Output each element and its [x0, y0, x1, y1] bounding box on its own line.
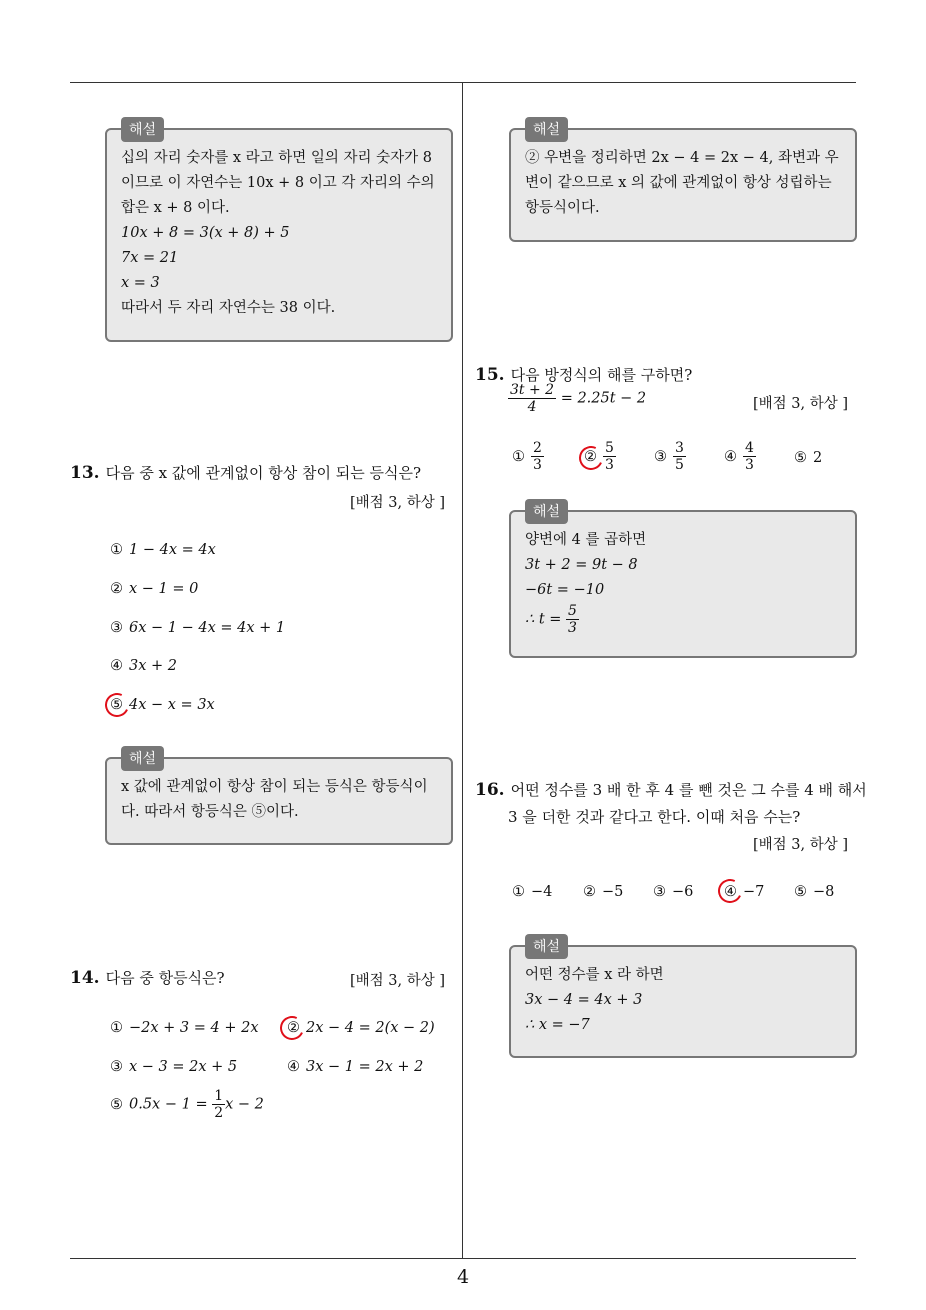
- score-label: [배점 3, 하상 ]: [350, 973, 446, 989]
- answer-mark-circle: [277, 1013, 308, 1044]
- question-text: 어떤 정수를 3 배 한 후 4 를 뺀 것은 그 수를 4 배 해서: [510, 781, 867, 799]
- solution-line: 십의 자리 숫자를 x 라고 하면 일의 자리 숫자가 8: [121, 150, 433, 166]
- solution-box-q14: [509, 122, 857, 242]
- solution-line: 변이 같으므로 x 의 값에 관계없이 항상 성립하는: [525, 175, 832, 191]
- solution-line: 따라서 두 자리 자연수는 38 이다.: [121, 300, 336, 316]
- solution-equation: ∴ t = $\frac{5}{3}$: [525, 603, 577, 636]
- score-label: [배점 3, 하상 ]: [753, 837, 849, 853]
- solution-equation: x = 3: [121, 275, 160, 291]
- solution-tag: 해설: [525, 499, 568, 524]
- choice-1[interactable]: ① 1 − 4x = 4x: [110, 542, 216, 558]
- choice-1[interactable]: ① −2x + 3 = 4 + 2x: [110, 1020, 259, 1036]
- choice-3[interactable]: ③ −6: [653, 884, 694, 900]
- choice-2[interactable]: ② 2x − 4 = 2(x − 2): [287, 1020, 435, 1036]
- question-13: [70, 462, 421, 483]
- question-text: 다음 중 항등식은?: [105, 969, 225, 987]
- question-equation: $\frac{3t + 2}{4}$ = 2.25t − 2: [510, 382, 647, 415]
- choice-4[interactable]: ④ −7: [724, 884, 765, 900]
- solution-box-q15: [509, 504, 857, 658]
- score-label: [배점 3, 하상 ]: [350, 495, 446, 511]
- choice-2[interactable]: ② x − 1 = 0: [110, 581, 199, 597]
- solution-box-q12: [105, 122, 453, 342]
- choice-5[interactable]: ⑤ 0.5x − 1 = $\frac{1}{2}$ x − 2: [110, 1088, 264, 1121]
- choice-3[interactable]: ③ x − 3 = 2x + 5: [110, 1059, 238, 1075]
- answer-mark-circle: [715, 876, 746, 907]
- choice-2[interactable]: ② −5: [583, 884, 624, 900]
- question-text: 다음 중 x 값에 관계없이 항상 참이 되는 등식은?: [105, 464, 422, 482]
- solution-line: 합은 x + 8 이다.: [121, 200, 230, 216]
- choice-5[interactable]: ⑤ −8: [794, 884, 835, 900]
- solution-line: 다. 따라서 항등식은 ⑤이다.: [121, 804, 299, 820]
- question-number: 13.: [70, 463, 100, 483]
- top-rule: [70, 82, 856, 83]
- page-number: 4: [456, 1266, 470, 1288]
- solution-equation: 7x = 21: [121, 250, 179, 266]
- question-number: 16.: [475, 780, 505, 800]
- choice-5[interactable]: ⑤ 4x − x = 3x: [110, 697, 215, 713]
- choice-5[interactable]: ⑤ 2: [794, 450, 823, 466]
- solution-box-q13: [105, 751, 453, 845]
- solution-equation: 10x + 8 = 3(x + 8) + 5: [121, 225, 290, 241]
- fraction: $\frac{3t + 2}{4}$: [510, 382, 555, 415]
- score-label: [배점 3, 하상 ]: [753, 396, 849, 412]
- fraction: $\frac{5}{3}$: [568, 603, 577, 636]
- choice-4[interactable]: ④ $\frac{4}{3}$: [724, 440, 754, 473]
- solution-equation: ∴ x = −7: [525, 1017, 590, 1033]
- question-number: 15.: [475, 365, 505, 385]
- solution-tag: 해설: [525, 117, 568, 142]
- question-14: [70, 967, 225, 988]
- fraction: $\frac{1}{2}$: [214, 1088, 224, 1121]
- solution-line: ② 우변을 정리하면 2x − 4 = 2x − 4, 좌변과 우: [525, 150, 839, 166]
- column-divider: [462, 82, 463, 1259]
- solution-line: 이므로 이 자연수는 10x + 8 이고 각 자리의 수의: [121, 175, 435, 191]
- question-text-line2: 3 을 더한 것과 같다고 한다. 이때 처음 수는?: [508, 808, 801, 826]
- solution-line: 항등식이다.: [525, 200, 600, 216]
- choice-2[interactable]: ② $\frac{5}{3}$: [584, 440, 614, 473]
- solution-tag: 해설: [121, 746, 164, 771]
- question-number: 14.: [70, 968, 100, 988]
- choice-4[interactable]: ④ 3x + 2: [110, 658, 177, 674]
- solution-equation: 3x − 4 = 4x + 3: [525, 992, 643, 1008]
- choice-1[interactable]: ① $\frac{2}{3}$: [512, 440, 542, 473]
- question-text: 다음 방정식의 해를 구하면?: [510, 366, 693, 384]
- solution-line: 양변에 4 를 곱하면: [525, 532, 647, 548]
- solution-equation: −6t = −10: [525, 582, 605, 598]
- choice-3[interactable]: ③ $\frac{3}{5}$: [654, 440, 684, 473]
- solution-tag: 해설: [121, 117, 164, 142]
- choice-4[interactable]: ④ 3x − 1 = 2x + 2: [287, 1059, 424, 1075]
- choice-3[interactable]: ③ 6x − 1 − 4x = 4x + 1: [110, 620, 286, 636]
- answer-mark-circle: [102, 690, 133, 721]
- bottom-rule: [70, 1258, 856, 1259]
- solution-box-q16: [509, 939, 857, 1058]
- solution-tag: 해설: [525, 934, 568, 959]
- solution-line: 어떤 정수를 x 라 하면: [525, 967, 664, 983]
- choice-1[interactable]: ① −4: [512, 884, 553, 900]
- question-16: [475, 779, 867, 800]
- solution-line: x 값에 관계없이 항상 참이 되는 등식은 항등식이: [121, 779, 428, 795]
- solution-equation: 3t + 2 = 9t − 8: [525, 557, 638, 573]
